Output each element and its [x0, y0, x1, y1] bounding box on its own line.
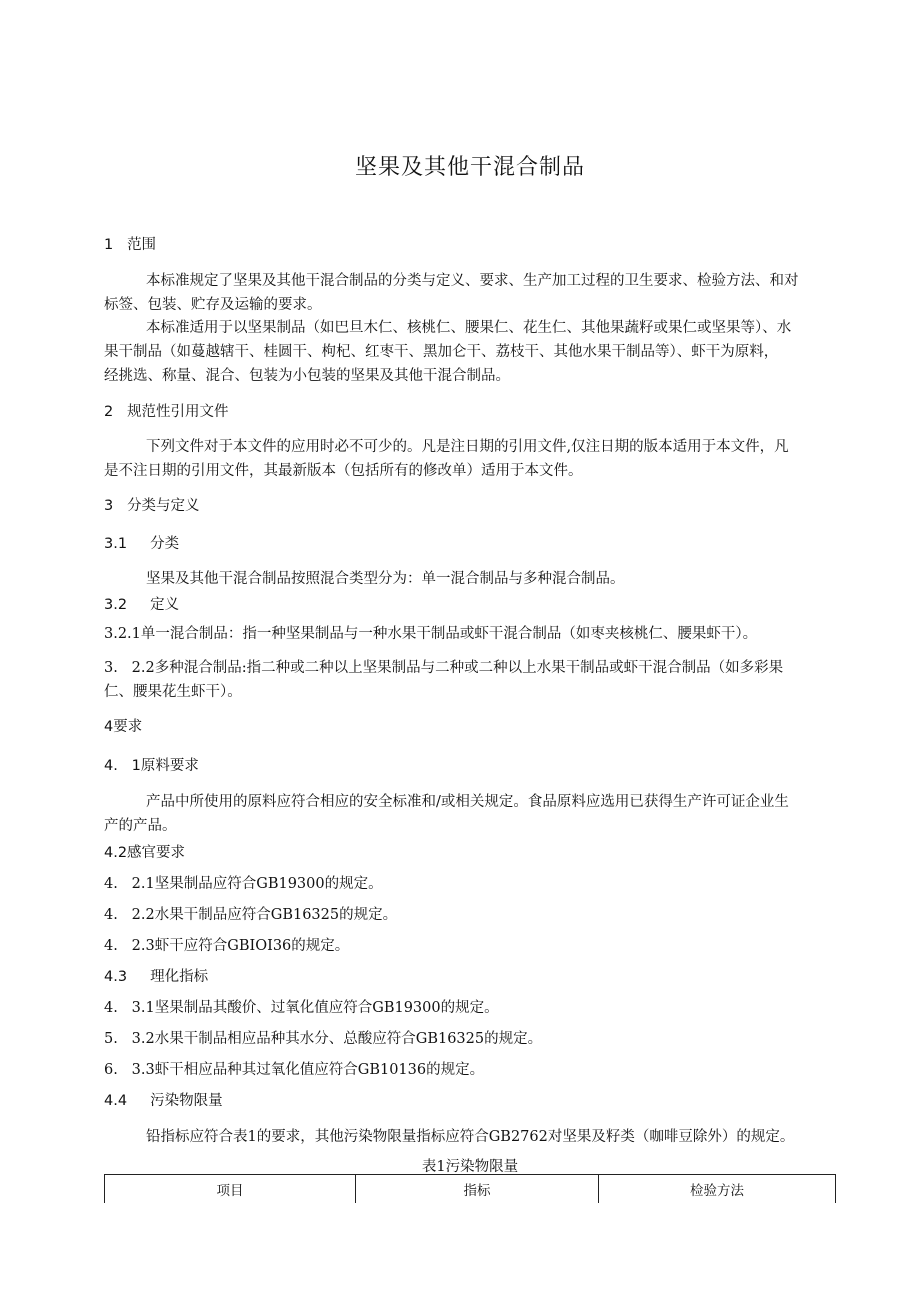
- definition-3-2-2: [104, 659, 783, 677]
- item-text: 3.2水果干制品相应品种其水分、总酸应符合GB16325的规定。: [131, 1031, 543, 1047]
- section-4-1-heading: [104, 757, 199, 775]
- section-number: 4.4: [104, 1093, 128, 1109]
- paragraph-line: 本标准规定了坚果及其他干混合制品的分类与定义、要求、生产加工过程的卫生要求、检验方法、和对: [146, 273, 799, 289]
- table-caption: 表1污染物限量: [421, 1159, 519, 1175]
- section-number: 4.: [104, 1000, 118, 1016]
- section-number: 3.1: [104, 536, 128, 552]
- paragraph-line: 标签、包装、贮存及运输的要求。: [104, 297, 322, 313]
- section-number: 3.2: [104, 597, 128, 613]
- section-title: 定义: [150, 597, 180, 613]
- section-3-1-heading: [104, 535, 179, 553]
- section-1-heading: [104, 236, 156, 254]
- section-4-4-heading: [104, 1092, 223, 1110]
- section-number: 3.: [104, 660, 118, 676]
- paragraph-line: 仁、腰果花生虾干）。: [104, 684, 242, 700]
- table-header-cell: 项目: [105, 1175, 356, 1204]
- section-title: 污染物限量: [150, 1093, 223, 1109]
- item-4-3-2: [104, 1030, 542, 1048]
- table-header-cell: 检验方法: [599, 1175, 836, 1204]
- paragraph-line: 铅指标应符合表1的要求，其他污染物限量指标应符合GB2762对坚果及籽类（咖啡豆除外）的规定。: [146, 1129, 795, 1145]
- paragraph-line: 经挑选、称量、混合、包装为小包装的坚果及其他干混合制品。: [104, 368, 510, 384]
- section-4-3-heading: [104, 968, 208, 986]
- section-number: 2: [104, 404, 114, 420]
- section-number: 5.: [104, 1031, 118, 1047]
- item-text: 2.2水果干制品应符合GB16325的规定。: [131, 907, 398, 923]
- item-4-3-1: [104, 999, 499, 1017]
- item-4-2-2: [104, 906, 397, 924]
- item-4-2-3: [104, 937, 349, 955]
- section-number: 1: [104, 237, 114, 253]
- item-text: 3.1坚果制品其酸价、过氧化值应符合GB19300的规定。: [131, 1000, 499, 1016]
- item-4-2-1: [104, 875, 383, 893]
- section-3-2-heading: [104, 596, 179, 614]
- paragraph-line: 是不注日期的引用文件，其最新版本（包括所有的修改单）适用于本文件。: [104, 463, 583, 479]
- paragraph-line: 产品中所使用的原料应符合相应的安全标准和/或相关规定。食品原料应选用已获得生产许可证企业生: [146, 794, 789, 810]
- section-number: 4.: [104, 876, 118, 892]
- paragraph-line: 产的产品。: [104, 818, 177, 834]
- paragraph-line: 果干制品（如蔓越辖干、桂圆干、枸杞、红枣干、黑加仑干、荔枝干、其他水果干制品等）、虾干为原料，: [104, 344, 779, 360]
- section-title: 1原料要求: [131, 758, 199, 774]
- paragraph-line: 下列文件对于本文件的应用时必不可少的。凡是注日期的引用文件,仅注日期的版本适用于本文件，凡: [146, 439, 789, 455]
- section-number: 4.: [104, 938, 118, 954]
- item-text: 2.3虾干应符合GBIOI36的规定。: [131, 938, 350, 954]
- section-title: 理化指标: [150, 969, 209, 985]
- section-title: 分类: [150, 536, 180, 552]
- item-4-3-3: [104, 1061, 484, 1079]
- section-3-heading: [104, 497, 200, 515]
- section-title: 范围: [127, 237, 157, 253]
- section-title: 分类与定义: [127, 498, 200, 514]
- definition-3-2-1: 3.2.1单一混合制品：指一种坚果制品与一种水果干制品或虾干混合制品（如枣夹核桃仁、腰果虾干）。: [104, 626, 758, 642]
- item-text: 3.3虾干相应品种其过氧化值应符合GB10136的规定。: [131, 1062, 485, 1078]
- paragraph-line: 坚果及其他干混合制品按照混合类型分为：单一混合制品与多种混合制品。: [146, 571, 625, 587]
- document-title: 坚果及其他干混合制品: [354, 155, 585, 180]
- section-number: 4.: [104, 907, 118, 923]
- section-2-heading: [104, 403, 229, 421]
- section-4-heading: 4要求: [104, 719, 143, 735]
- paragraph-line: 本标准适用于以坚果制品（如巴旦木仁、核桃仁、腰果仁、花生仁、其他果蔬籽或果仁或坚果等）、水: [146, 320, 792, 336]
- table-header-cell: 指标: [356, 1175, 599, 1204]
- section-number: 4.: [104, 758, 118, 774]
- item-text: 2.1坚果制品应符合GB19300的规定。: [131, 876, 383, 892]
- section-number: 4.3: [104, 969, 128, 985]
- section-4-2-heading: 4.2感官要求: [104, 845, 186, 861]
- section-number: 3: [104, 498, 114, 514]
- definition-text: 2.2多种混合制品:指二种或二种以上坚果制品与二种或二种以上水果干制品或虾干混合制品（如多彩果: [131, 660, 784, 676]
- contaminant-limits-table: [104, 1174, 836, 1203]
- section-title: 规范性引用文件: [127, 404, 229, 420]
- section-number: 6.: [104, 1062, 118, 1078]
- table-header-row: [105, 1175, 836, 1204]
